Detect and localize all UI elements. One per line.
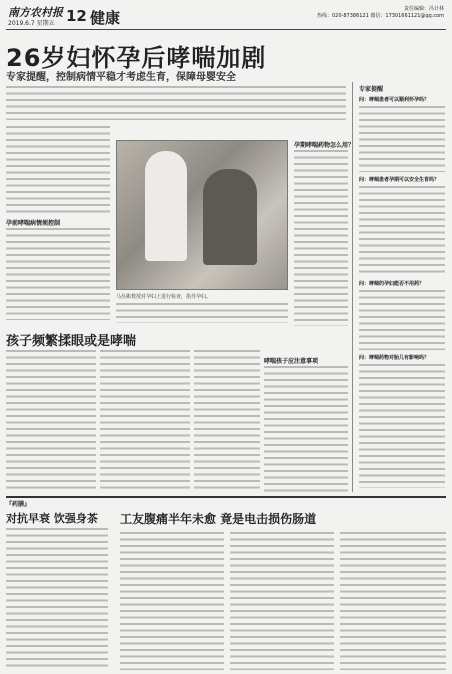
article-column-3 [294,150,348,326]
sidebar-answer-3 [359,290,445,350]
sidebar-question-1: 问：哮喘患者可以顺利怀孕吗？ [359,97,430,103]
article2-column-3 [194,350,260,492]
main-subhead: 专家提醒，控制病情平稳才考虑生育，保障母婴安全 [6,72,236,83]
sidebar-question-2: 问：哮喘患者孕期可以安全生育吗？ [359,177,440,183]
masthead [6,4,446,30]
article2-column-4 [264,366,348,492]
herbal-column [6,528,108,670]
column-tag: 『药膳』 [6,501,31,508]
section-title: 健康 [90,9,121,27]
article-subtitle-1: 孕前哮喘病情须控制 [6,220,61,227]
injury-column-2 [230,532,334,670]
sidebar-answer-4 [359,364,445,488]
article2-column-1 [6,350,96,492]
injury-headline: 工友腹痛半年未愈 竟是电击损伤肠道 [120,512,317,526]
article-column-1b [6,228,110,320]
sidebar-question-3: 问：哮喘的孕妇能否不用药？ [359,281,425,287]
herbal-headline: 对抗早衰 饮强身茶 [6,512,98,525]
editor-line-1: 责任编辑：冯计林 [403,6,444,12]
article2-subtitle: 哮喘孩子应注意事项 [264,358,319,365]
editor-info [317,6,444,20]
expert-sidebar [352,82,446,492]
editor-line-2: 热线：020-87386121 微信：17301661121@qq.com [317,13,444,19]
article2-column-2 [100,350,190,492]
lead-paragraph [6,86,346,120]
article-column-2 [116,303,288,323]
injury-column-1 [120,532,224,670]
sidebar-answer-2 [359,186,445,276]
news-photo [116,140,288,290]
article2-headline: 孩子频繁揉眼或是哮喘 [6,334,137,349]
article-subtitle-2: 孕期哮喘药物怎么用？ [294,142,355,149]
main-headline: 26岁妇怀孕后哮喘加剧 [6,44,267,72]
section-divider [6,496,446,498]
injury-column-3 [340,532,446,670]
sidebar-answer-1 [359,106,445,172]
issue-date: 2019.6.7 星期五 [8,20,55,27]
sidebar-question-4: 问：哮喘药物对胎儿有影响吗？ [359,355,430,361]
article-column-1 [6,126,110,216]
photo-caption: 马丛彬教授对孕妇上进行检查，指导孕妇。 [116,294,212,300]
page-number: 12 [66,7,87,25]
sidebar-title: 专家提醒 [359,86,384,93]
newspaper-logo: 南方农村报 [8,6,63,19]
